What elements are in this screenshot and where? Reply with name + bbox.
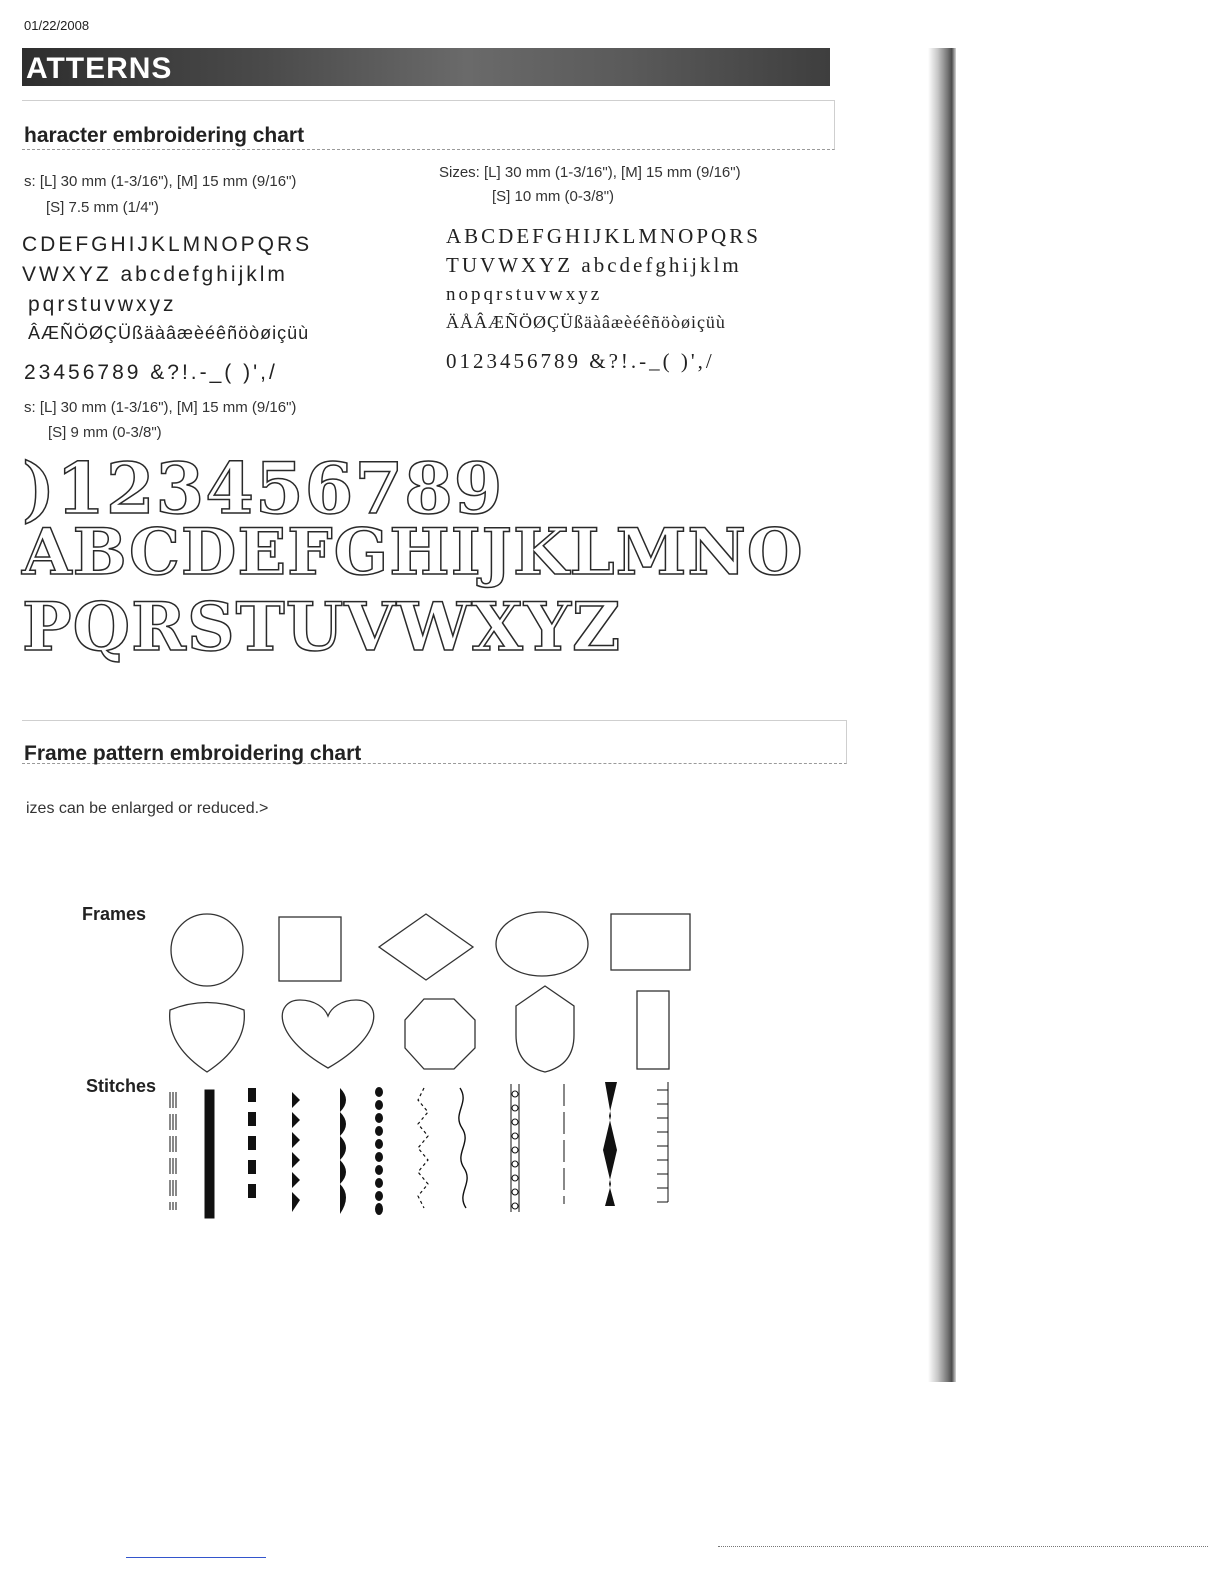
right-char-row-1: ABCDEFGHIJKLMNOPQRS (446, 224, 761, 248)
banner-title: ATTERNS (26, 52, 173, 85)
frame-diamond (379, 914, 473, 980)
character-chart-title: haracter embroidering chart (24, 124, 305, 147)
frame-oval (496, 912, 588, 976)
right-char-row-5: 0123456789 &?!.-_( )',/ (446, 349, 715, 373)
left-char-row-1: CDEFGHIJKLMNOPQRS (22, 233, 313, 256)
outline-char-row-2: ABCDEFGHIJKLMNO (22, 515, 804, 590)
frame-shapes-figure (150, 900, 710, 1080)
stitch-solid-bar (205, 1090, 214, 1218)
left-size-line-2: [S] 7.5 mm (1/4") (46, 199, 159, 216)
right-char-row-4: ÄÅÂÆÑÖØÇÜßäàâæèéêñöòøiçüù (446, 312, 726, 332)
outline-char-row-1: )123456789 (22, 447, 504, 530)
stitch-small-triangles (292, 1092, 300, 1212)
frame-triangle-shield (170, 1003, 245, 1073)
frame-chart-title: Frame pattern embroidering chart (24, 742, 362, 765)
frames-label: Frames (82, 904, 147, 924)
frame-square (279, 917, 341, 981)
frame-rectangle (611, 914, 690, 970)
right-char-row-2: TUVWXYZ abcdefghijklm (446, 253, 742, 277)
footer-dotted-line (718, 1546, 1208, 1547)
frame-heart (282, 1000, 373, 1068)
left-char-row-2: VWXYZ abcdefghijklm (22, 263, 288, 286)
header-date: 01/22/2008 (24, 18, 90, 33)
stitch-zigzag-dots (418, 1088, 428, 1208)
frame-circle (171, 914, 243, 986)
outline-size-line-2: [S] 9 mm (0-3/8") (48, 424, 162, 441)
right-size-line-1: Sizes: [L] 30 mm (1-3/16"), [M] 15 mm (9/16") (439, 164, 741, 181)
outline-char-row-3: PQRSTUVWXYZ (22, 588, 622, 666)
stitch-rope (603, 1082, 617, 1206)
size-note: izes can be enlarged or reduced.> (26, 800, 269, 817)
right-char-row-3: nopqrstuvwxyz (446, 284, 603, 305)
frame-octagon (405, 999, 475, 1069)
left-char-row-4: ÂÆÑÖØÇÜßäàâæèéêñöòøiçüù (28, 323, 310, 343)
stitches-label: Stitches (86, 1076, 157, 1096)
stitch-large-scallops (340, 1088, 346, 1214)
stitch-beads (375, 1087, 383, 1215)
frame-shield (516, 986, 574, 1072)
footer-underline (126, 1557, 266, 1558)
left-char-row-5: 23456789 &?!.-_( )',/ (24, 361, 278, 384)
stitch-patterns-figure (160, 1078, 680, 1228)
left-char-row-3: pqrstuvwxyz (28, 293, 177, 316)
frame-tall-rectangle (637, 991, 669, 1069)
right-size-line-2: [S] 10 mm (0-3/8") (492, 188, 615, 205)
stitch-ladder (657, 1082, 668, 1202)
outline-size-line-1: s: [L] 30 mm (1-3/16"), [M] 15 mm (9/16") (24, 399, 297, 416)
stitch-triple-line (170, 1092, 176, 1210)
stitch-wavy-line (459, 1088, 467, 1208)
page-binding-shadow (928, 48, 956, 1382)
left-size-line-1: s: [L] 30 mm (1-3/16"), [M] 15 mm (9/16") (24, 173, 297, 190)
stitch-loops (511, 1084, 519, 1212)
